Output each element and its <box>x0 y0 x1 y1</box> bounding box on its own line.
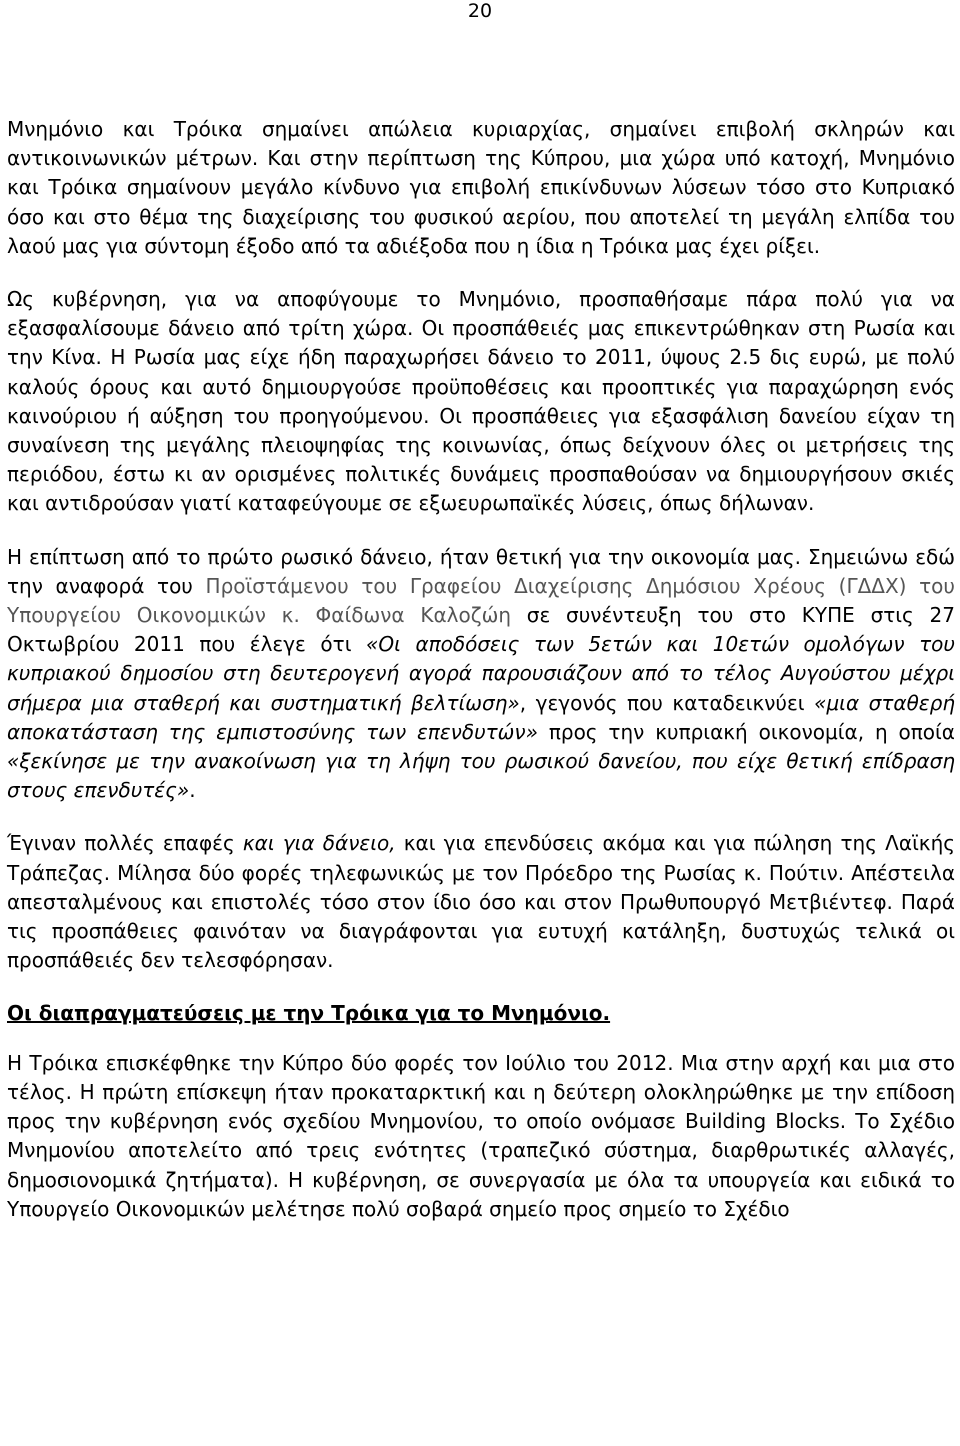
paragraph-loan-efforts: Ως κυβέρνηση, για να αποφύγουμε το Μνημόνιο, προσπαθήσαμε πάρα πολύ για να εξασφαλίσουμε δάνειο από τρίτη χώρα. Οι προσπάθειές μας επικεντρώθηκαν στη Ρωσία και την Κίνα. Η Ρωσία μας είχε ήδη παραχωρήσει δάνειο το 2011, ύψους 2.5 δις ευρώ, με πολύ καλούς όρους και αυτό δημιουργούσε προϋποθέσεις και προοπτικές για παραχώρηση ενός καινούριου ή αύξηση του προηγούμενου. Οι προσπάθειες για εξασφάλιση δανείου είχαν τη συναίνεση της μεγάλης πλειοψηφίας της κοινωνίας, όπως δείχνουν όλες οι μετρήσεις της περιόδου, έστω κι αν ορισμένες πολιτικές δυνάμεις προσπαθούσαν να δημιουργήσουν σκιές και αντιδρούσαν γιατί καταφεύγουμε σε εξωευρωπαϊκές λύσεις, όπως δήλωναν. <box>7 287 955 516</box>
paragraph-memorandum-sovereignty: Μνημόνιο και Τρόικα σημαίνει απώλεια κυριαρχίας, σημαίνει επιβολή σκληρών και αντικοινωνικών μέτρων. Και στην περίπτωση της Κύπρου, μια χώρα υπό κατοχή, Μνημόνιο και Τρόικα σημαίνουν μεγάλο κίνδυνο για επιβολή επικίνδυνων λύσεων τόσο στο Κυπριακό όσο και στο θέμα της διαχείρισης του φυσικού αερίου, που αποτελεί τη μεγάλη ελπίδα του λαού μας για σύντομη έξοδο από τα αδιέξοδα που η ίδια η Τρόικα μας έχει ρίξει. <box>7 117 955 258</box>
document-body <box>7 115 955 1248</box>
text-segment: Έγιναν πολλές επαφές <box>7 831 243 856</box>
text-segment: προς την κυπριακή οικονομία, η οποία <box>537 719 955 744</box>
quote: «Οι αποδόσεις των 5ετών και 10ετών ομολόγων του κυπριακού δημοσίου στη δευτερογενή αγορά παρουσιάζουν από το τέλος Αυγούστου μέχρι σήμερα μια σταθερή και συστηματική βελτίωση» <box>7 632 955 715</box>
section-heading-container <box>7 999 955 1028</box>
text-segment: Η επίπτωση από το πρώτο ρωσικό δάνειο, ήταν θετική για την οικονομία μας. Σημειώνω εδώ την αναφορά του <box>7 544 955 598</box>
quote: «μια σταθερή αποκατάσταση της εμπιστοσύνης των επενδυτών» <box>7 690 955 744</box>
paragraph-troika-visits: Η Τρόικα επισκέφθηκε την Κύπρο δύο φορές τον Ιούλιο του 2012. Μια στην αρχή και μια στο τέλος. Η πρώτη επίσκεψη ήταν προκαταρκτική και η δεύτερη ολοκληρώθηκε με την επίδοση προς την κυβέρνηση ενός σχεδίου Μνημονίου, το οποίο ονόμασε Building Blocks. Το Σχέδιο Μνημονίου αποτελείτο από τρεις ενότητες (τραπεζικό σύστημα, διαρθρωτικές αλλαγές, δημοσιονομικά ζητήματα). Η κυβέρνηση, σε συνεργασία με όλα τα υπουργεία και ειδικά το Υπουργείο Οικονομικών μελέτησε πολύ σοβαρά σημείο προς σημείο το Σχέδιο <box>7 1050 955 1221</box>
paragraph-contacts <box>7 829 955 975</box>
text-segment: , γεγονός που καταδεικνύει <box>519 690 815 715</box>
paragraph-russian-loan-impact <box>7 543 955 806</box>
page-number: 20 <box>467 0 493 22</box>
section-heading: Οι διαπραγματεύσεις με την Τρόικα για το Μνημόνιο. <box>7 1001 611 1026</box>
text-segment: και για επενδύσεις ακόμα και για πώληση της Λαϊκής Τράπεζας. Μίλησα δύο φορές τηλεφωνικώς με τον Πρόεδρο της Ρωσίας κ. Πούτιν. Απέστειλα απεσταλμένους και επιστολές τόσο στον ίδιο όσο και στον Πρωθυπουργό Μετβιέντεφ. Παρά τις προσπάθειες φαινόταν να διαγράφονται για ευτυχή κατάληξη, δυστυχώς τελικά οι προσπάθειές δεν τελεσφόρησαν. <box>7 831 955 973</box>
text-segment: σε συνέντευξη του στο ΚΥΠΕ στις 27 Οκτωβρίου 2011 που έλεγε ότι <box>7 603 955 657</box>
quote: «ξεκίνησε με την ανακοίνωση για τη λήψη του ρωσικού δανείου, που είχε θετική επίδραση στους επενδυτές» <box>7 749 955 803</box>
emphasis: και για δάνειο, <box>242 831 396 856</box>
official-reference: Προϊστάμενου του Γραφείου Διαχείρισης Δημόσιου Χρέους (ΓΔΔΧ) του Υπουργείου Οικονομικών κ. Φαίδωνα Καλοζώη <box>7 573 955 628</box>
text-segment: . <box>189 778 196 803</box>
